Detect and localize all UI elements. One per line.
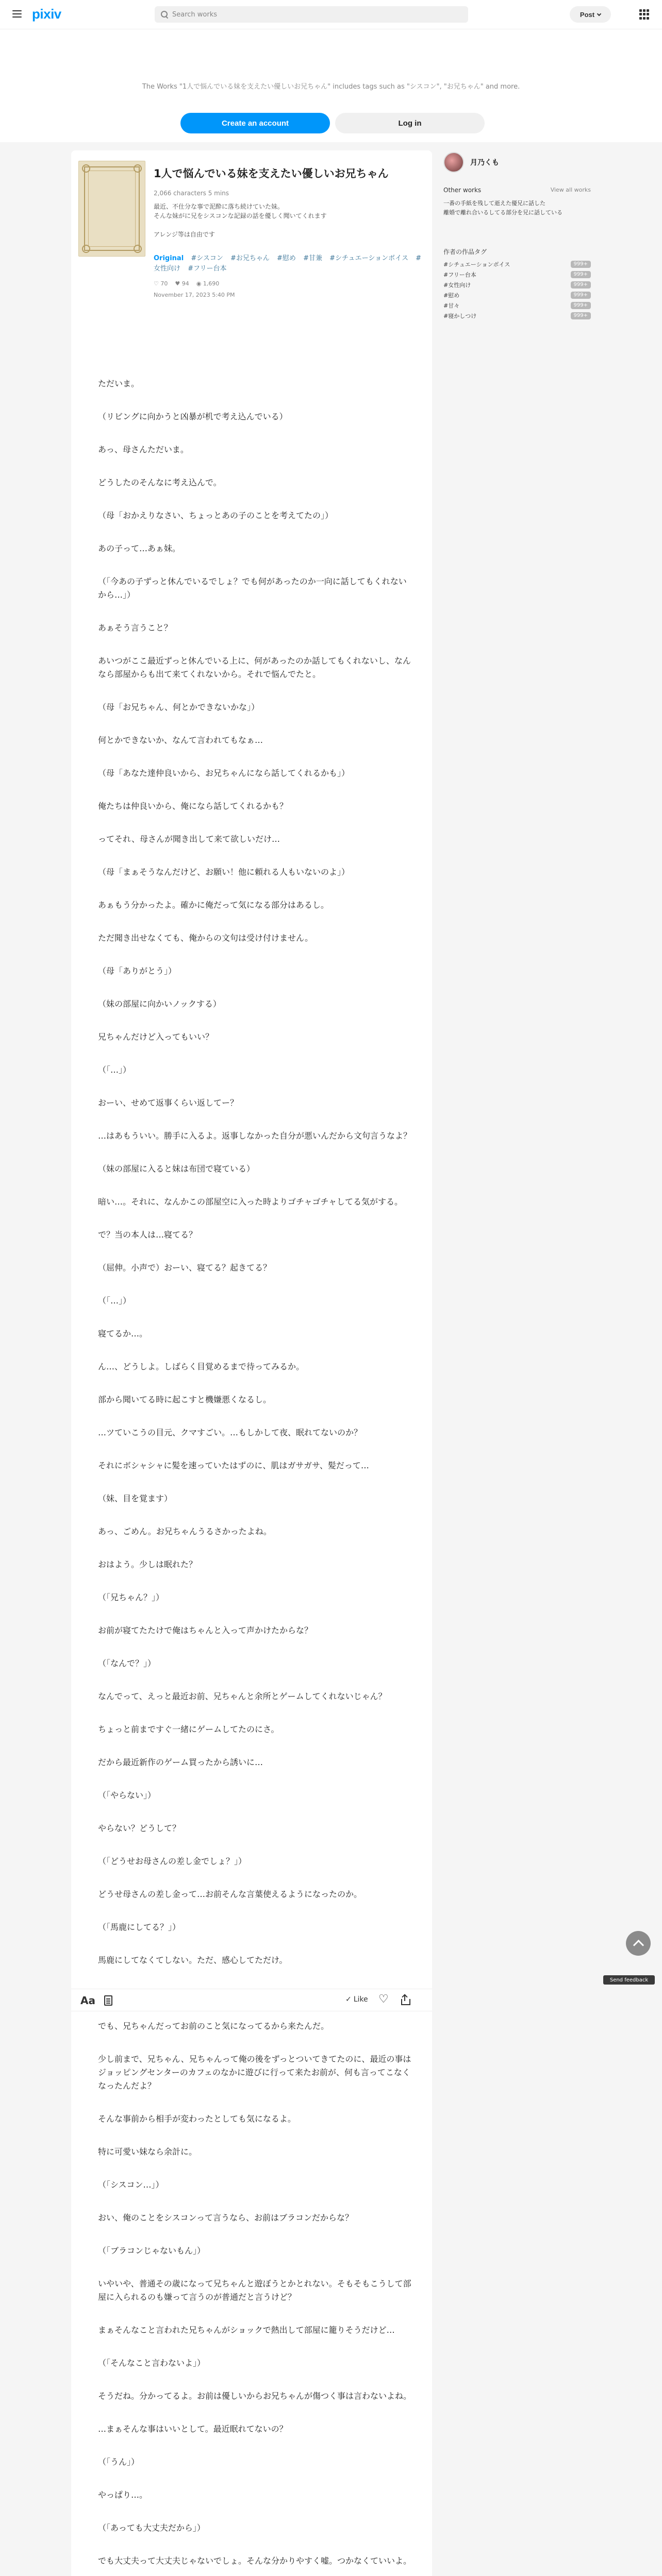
reading-meta: 2,066 characters 5 mins <box>154 190 229 197</box>
description-line: 最近、不仕分な事で泥酔に落ち続けていた妹。 <box>154 203 284 210</box>
novel-paragraph: どうしたのそんなに考え込んで。 <box>98 478 222 487</box>
novel-paragraph: ちょっと前まですぐ一緒にゲームしてたのにさ。 <box>98 1724 279 1734</box>
author-tag-row[interactable] <box>443 311 591 321</box>
novel-paragraph: （母「おかえりなさい、ちょっとあの子のことを考えてたの」） <box>98 511 334 520</box>
novel-paragraph: 俺たちは仲良いから、俺になら話してくれるかも？ <box>98 801 288 811</box>
feedback-button[interactable]: Send feedback <box>603 1975 655 1985</box>
novel-paragraph: ただ聞き出せなくても、俺からの文句は受け付けません。 <box>98 933 313 943</box>
novel-paragraph: おい、俺のことをシスコンって言うなら、お前はブラコンだからな？ <box>98 2213 354 2223</box>
novel-paragraph: あいつがここ最近ずっと休んでいる上に、何があったのか話してもくれないし、なんなら部屋からも出て来てくれないから。それで悩んでたと。 <box>98 656 411 679</box>
novel-paragraph: なんでって、えっと最近お前、兄ちゃんと余所とゲームしてくれないじゃん？ <box>98 1691 387 1701</box>
reading-toolbar <box>71 1989 432 2011</box>
novel-paragraph: （「シスコン…」） <box>98 2180 164 2190</box>
like-label: Like <box>353 1995 368 2004</box>
novel-paragraph: （妹の部屋に入ると妹は布団で寝ている） <box>98 1164 255 1174</box>
novel-paragraph: （母「お兄ちゃん、何とかできないかな」） <box>98 702 259 712</box>
novel-paragraph: （「あっても大丈夫だから」） <box>98 2523 205 2533</box>
login-button[interactable]: Log in <box>335 113 485 133</box>
novel-paragraph: お前が寝てたたけで俺はちゃんと入って声かけたからな？ <box>98 1625 313 1635</box>
signup-banner <box>0 29 662 142</box>
novel-paragraph: （妹の部屋に向かいノックする） <box>98 999 221 1009</box>
bookmark-heart-icon[interactable]: ♡ <box>378 1993 389 2006</box>
banner-text: The Works "1人で悩んでいる妹を支えたい優しいお兄ちゃん" includes tags such as "シスコン", "お兄ちゃん" and more. <box>142 83 520 91</box>
work-stats <box>154 280 219 287</box>
novel-paragraph: あの子って…あぁ妹。 <box>98 544 180 553</box>
novel-paragraph: 兄ちゃんだけど入ってもいい？ <box>98 1032 214 1042</box>
novel-paragraph: いやいや、普通その歳になって兄ちゃんと遊ぼうとかとれない。そもそもこうして部屋に入られるのも嫌って言うのが普通だと言うけど？ <box>98 2279 411 2302</box>
share-icon[interactable] <box>401 1995 410 2005</box>
tag-original[interactable]: Original <box>154 255 184 262</box>
author-name[interactable]: 月乃くも <box>470 159 499 167</box>
other-work-item[interactable]: 一番の手紙を残して逝えた優兄に話した <box>443 200 545 207</box>
apps-grid-icon[interactable] <box>639 9 650 20</box>
bookmark-count: ♥ 94 <box>175 280 189 287</box>
tag[interactable]: #シスコン <box>191 255 223 262</box>
description-line <box>154 221 422 230</box>
novel-paragraph: 馬鹿にしてなくてしない。ただ、感心してただけ。 <box>98 1955 288 1965</box>
create-account-button[interactable]: Create an account <box>180 113 330 133</box>
author-tag-label: #慰め <box>443 292 460 299</box>
avatar[interactable] <box>443 152 464 173</box>
novel-paragraph: おーい、せめて返事くらい返してー？ <box>98 1098 239 1108</box>
author-tag-label: #女性向け <box>443 282 471 289</box>
novel-paragraph: 寝てるか…。 <box>98 1329 148 1338</box>
novel-paragraph: 何とかできないか、なんて言われてもなぁ… <box>98 735 263 745</box>
chevron-down-icon <box>597 11 601 15</box>
novel-paragraph: （「…」） <box>98 1296 131 1306</box>
novel-paragraph: （リビングに向かうと凶暴が机で考え込んでいる） <box>98 412 288 421</box>
tag-list <box>154 253 422 274</box>
novel-paragraph: やらない？どうして？ <box>98 1823 181 1833</box>
novel-paragraph: 少し前まで、兄ちゃん、兄ちゃんって俺の後をずっとついてきてたのに、最近の事はジョッピングセンターのカフェのなかに遊びに行って来たお前が、何も言ってこなくなったんだよ？ <box>98 2054 411 2091</box>
author-tag-row[interactable] <box>443 300 591 311</box>
novel-paragraph: ってそれ、母さんが聞き出して来て欲しいだけ… <box>98 834 280 844</box>
other-works-title: Other works <box>443 187 482 194</box>
author-tag-count: 999+ <box>571 271 591 278</box>
novel-paragraph: （「どうせお母さんの差し金でしょ？」） <box>98 1856 247 1866</box>
search-bar[interactable] <box>155 6 468 23</box>
author-tag-count: 999+ <box>571 292 591 299</box>
novel-paragraph: ん…、どうしよ。しばらく目覚めるまで待ってみるか。 <box>98 1362 305 1371</box>
other-work-item[interactable]: 離婚で離れ合いるしてる部分を兄に話している <box>443 209 562 216</box>
author-tag-label: #甘々 <box>443 302 460 309</box>
novel-paragraph: まぁそんなこと言われた兄ちゃんがショックで熱出して部屋に籠りそうだけど… <box>98 2325 395 2335</box>
pixiv-logo[interactable]: pixiv <box>32 6 61 22</box>
novel-paragraph: あっ、ごめん。お兄ちゃんうるさかったよね。 <box>98 1527 272 1536</box>
novel-paragraph: どうせ母さんの差し金って…お前そんな言葉使えるようになったのか。 <box>98 1889 362 1899</box>
tag[interactable]: #フリー台本 <box>188 265 227 273</box>
author-tag-row[interactable] <box>443 290 591 300</box>
novel-paragraph: （「うん」） <box>98 2457 140 2467</box>
author-profile[interactable] <box>443 150 591 174</box>
novel-paragraph: で？当の本人は…寝てる？ <box>98 1230 197 1240</box>
novel-paragraph: …まぁそんな事はいいとして。最近眠れてないの？ <box>98 2424 288 2434</box>
work-description <box>154 202 422 239</box>
novel-paragraph: （「…」） <box>98 1065 131 1075</box>
tag[interactable]: #お兄ちゃん <box>230 255 270 262</box>
view-all-link[interactable]: View all works <box>550 187 591 193</box>
author-tag-count: 999+ <box>571 302 591 309</box>
novel-paragraph: …ツていこうの目元、クマすごい。…もしかして夜、眠れてないのか？ <box>98 1428 362 1437</box>
description-line: そんな妹がに兄をシスコンな記録の話を優しく聞いてくれます <box>154 212 327 219</box>
novel-paragraph: そうだね。分かってるよ。お前は優しいからお兄ちゃんが傷つく事は言わないよね。 <box>98 2391 412 2401</box>
novel-paragraph: そんな事前から相手が変わったとしても気になるよ。 <box>98 2114 296 2124</box>
post-date: November 17, 2023 5:40 PM <box>154 292 235 298</box>
novel-paragraph: （屈伸。小声で）おーい、寝てる？起きてる？ <box>98 1263 272 1273</box>
novel-paragraph: あぁそう言うこと？ <box>98 623 172 633</box>
novel-paragraph: （母「ありがとう」） <box>98 966 177 976</box>
author-tag-count: 999+ <box>571 281 591 289</box>
author-tag-row[interactable] <box>443 280 591 290</box>
other-works-header <box>443 187 591 194</box>
top-header <box>0 0 662 29</box>
view-count: ◉ 1,690 <box>196 280 220 287</box>
novel-paragraph: 特に可愛い妹なら余計に。 <box>98 2147 197 2157</box>
novel-paragraph: （母「まぁそうなんだけど、お願い！他に頼れる人もいないのよ」） <box>98 867 350 877</box>
novel-paragraph: （「やらない」） <box>98 1790 156 1800</box>
author-tag-label: #フリー台本 <box>443 272 476 278</box>
author-tag-row[interactable] <box>443 259 591 269</box>
search-input[interactable] <box>172 11 461 19</box>
novel-paragraph: ただいま。 <box>98 379 140 388</box>
novel-paragraph: （母「あなた達仲良いから、お兄ちゃんになら話してくれるかも」） <box>98 768 350 778</box>
novel-cover-image[interactable] <box>78 161 145 257</box>
author-tag-count: 999+ <box>571 312 591 319</box>
novel-main <box>71 150 432 2576</box>
author-tags-heading: 作者の作品タグ <box>443 248 487 256</box>
description-line: アレンジ等は自由です <box>154 231 215 238</box>
other-works-list <box>443 199 591 217</box>
search-icon <box>161 11 168 18</box>
font-settings-button[interactable]: Aa <box>80 1994 95 2007</box>
work-title: 1人で悩んでいる妹を支えたい優しいお兄ちゃん <box>154 167 389 180</box>
novel-paragraph: 暗い…。それに、なんかこの部屋空に入った時よりゴチャゴチャしてる気がする。 <box>98 1197 403 1207</box>
novel-paragraph: （「なんで？」） <box>98 1658 156 1668</box>
novel-paragraph: （妹、目を覚ます） <box>98 1494 173 1503</box>
novel-paragraph: あぁもう分かったよ。確かに俺だって気になる部分はあるし。 <box>98 900 329 910</box>
menu-icon[interactable] <box>12 10 22 18</box>
novel-paragraph: （「ブラコンじゃないもん」） <box>98 2246 206 2256</box>
novel-paragraph: 部から聞いてる時に起こすと機嫌悪くなるし。 <box>98 1395 272 1404</box>
tag[interactable]: #慰め <box>277 255 296 262</box>
author-tag-row[interactable] <box>443 269 591 280</box>
tag[interactable]: #甘兼 <box>303 255 322 262</box>
tag[interactable]: #女性向け <box>154 255 422 273</box>
novel-body <box>98 377 412 2576</box>
novel-paragraph: それにボシャシャに髪を速っていたはずのに、肌はガサガサ、髪だって… <box>98 1461 369 1470</box>
novel-paragraph: でも、兄ちゃんだってお前のこと気になってるから来たんだ。 <box>98 2021 329 2031</box>
author-tag-label: #シチュエーションボイス <box>443 261 510 268</box>
author-tag-label: #寝かしつけ <box>443 313 477 319</box>
like-check-icon: ✓ <box>345 1995 352 2004</box>
novel-paragraph: （「そんなこと言わないよ」） <box>98 2358 206 2368</box>
novel-paragraph: …はあもういい。勝手に入るよ。返事しなかった自分が悪いんだから文句言うなよ？ <box>98 1131 412 1141</box>
tag[interactable]: #シチュエーションボイス <box>329 255 408 262</box>
novel-paragraph: やっぱり…。 <box>98 2490 148 2500</box>
scroll-to-top-button[interactable] <box>626 1931 651 1956</box>
post-label: Post <box>580 10 595 19</box>
novel-paragraph: おはよう。少しは眠れた？ <box>98 1560 197 1569</box>
novel-paragraph: （「兄ちゃん？」） <box>98 1592 164 1602</box>
author-tags-list <box>443 259 591 321</box>
author-tag-count: 999+ <box>571 261 591 268</box>
novel-paragraph: あっ、母さんただいま。 <box>98 445 189 454</box>
sidebar <box>443 150 591 321</box>
novel-paragraph: だから最近新作のゲーム買ったから誘いに… <box>98 1757 263 1767</box>
like-button[interactable] <box>345 1995 368 2004</box>
novel-paragraph: （「今あの子ずっと休んでいるでしょ？でも何があったのか一向に話してもくれないから…」） <box>98 577 407 600</box>
post-button[interactable] <box>570 6 611 23</box>
document-icon[interactable] <box>104 1995 112 2006</box>
novel-paragraph: でも大丈夫って大丈夫じゃないでしょ。そんな分かりやすく嘘。つかなくていいよ。 <box>98 2556 412 2566</box>
novel-paragraph: （「馬鹿にしてる？」） <box>98 1922 181 1932</box>
like-count: ♡ 70 <box>154 280 168 287</box>
